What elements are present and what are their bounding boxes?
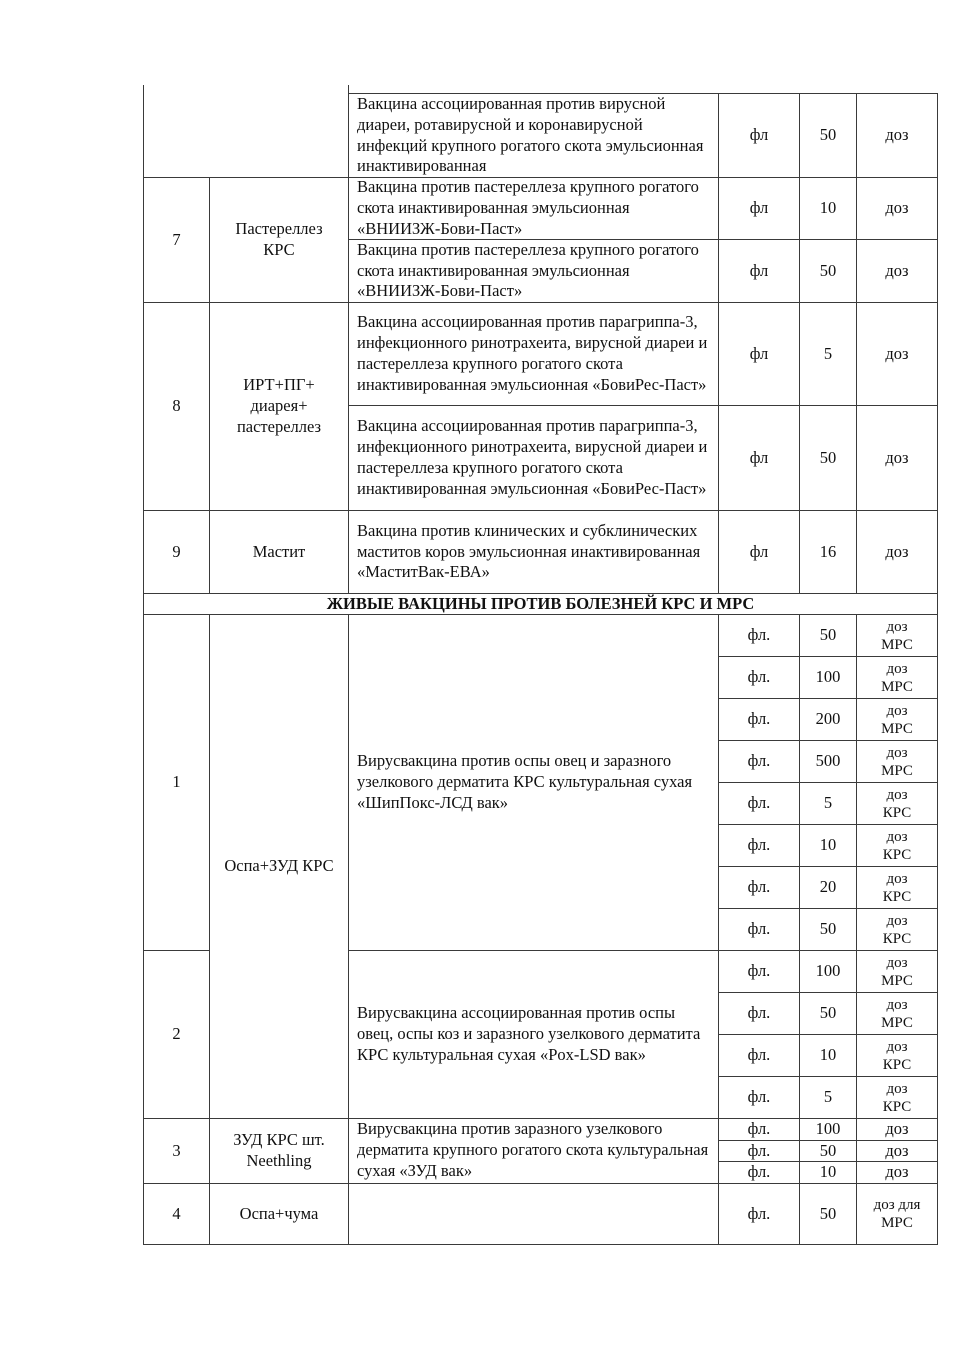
cell-dose <box>856 782 938 825</box>
dose-text: доз <box>885 541 909 561</box>
row-number: 3 <box>172 1140 181 1160</box>
unit-text: фл. <box>747 751 771 771</box>
cell-qty <box>799 510 857 594</box>
cell-unit <box>718 908 800 951</box>
unit-text: фл. <box>747 1045 771 1065</box>
unit-text: фл. <box>747 625 771 645</box>
cell-qty <box>799 1140 857 1163</box>
dose-text: доз МРС <box>881 954 913 989</box>
cell-dose <box>856 866 938 909</box>
cell-qty <box>799 1076 857 1119</box>
cell-unit <box>718 782 800 825</box>
cell-num-8 <box>143 302 210 511</box>
unit-text: фл. <box>747 1003 771 1023</box>
cell-vaccine <box>348 950 719 1119</box>
qty-text: 50 <box>819 125 837 145</box>
cell-unit <box>718 239 800 303</box>
cell-qty <box>799 740 857 783</box>
qty-text: 50 <box>819 919 837 939</box>
dose-text: доз <box>885 447 909 467</box>
unit-text: фл <box>749 447 769 467</box>
vaccine-name: Вакцина ассоциированная против вирусной диареи, ротавирусной и коронавирусной инфекций крупного рогатого скота эмульсионная инактивированная <box>357 93 704 176</box>
dose-text: доз <box>885 343 909 363</box>
cell-dose <box>856 1034 938 1077</box>
cell-vaccine <box>348 614 719 951</box>
dose-text: доз МРС <box>881 660 913 695</box>
dose-text: доз <box>885 1162 909 1182</box>
unit-text: фл <box>749 343 769 363</box>
cell-qty <box>799 992 857 1035</box>
cell-unit <box>718 1076 800 1119</box>
qty-text: 5 <box>823 793 833 813</box>
vaccine-name: Вирусвакцина против заразного узелкового дерматита крупного рогатого скота культуральная сухая «ЗУД вак» <box>357 1119 709 1180</box>
cell-dose <box>856 405 938 511</box>
qty-text: 50 <box>819 447 837 467</box>
cell-dose <box>856 698 938 741</box>
cell-dose <box>856 1076 938 1119</box>
unit-text: фл. <box>747 919 771 939</box>
disease-name: Мастит <box>252 541 306 561</box>
qty-text: 50 <box>819 625 837 645</box>
dose-text: доз для МРС <box>873 1197 921 1231</box>
cell-unit <box>718 950 800 993</box>
cell-num-live-4 <box>143 1183 210 1245</box>
qty-text: 10 <box>819 1045 837 1065</box>
cell-unit <box>718 1118 800 1141</box>
cell-vaccine <box>348 302 719 406</box>
cell-unit <box>718 1161 800 1184</box>
cell-num-7 <box>143 177 210 303</box>
unit-text: фл. <box>747 667 771 687</box>
unit-text: фл <box>749 541 769 561</box>
cell-num-live-2 <box>143 950 210 1119</box>
qty-text: 50 <box>819 1140 837 1160</box>
qty-text: 500 <box>815 751 841 771</box>
cell-qty <box>799 950 857 993</box>
qty-text: 10 <box>819 835 837 855</box>
cell-disease-8 <box>209 302 349 511</box>
unit-text: фл. <box>747 961 771 981</box>
cell-unit <box>718 93 800 178</box>
cell-disease-live-3 <box>209 1118 349 1184</box>
cell-disease-9 <box>209 510 349 594</box>
unit-text: фл. <box>747 1162 771 1182</box>
cell-unit <box>718 824 800 867</box>
dose-text: доз <box>885 1118 909 1138</box>
vaccine-name: Вакцина ассоциированная против парагриппа-3, инфекционного ринотрахеита, вирусной диареи и пастереллеза крупного рогатого скота инактивированная эмульсионная «БовиРес-Паст» <box>357 312 708 394</box>
row-number: 1 <box>172 772 181 792</box>
qty-text: 20 <box>819 877 837 897</box>
cell-dose <box>856 1118 938 1141</box>
dose-text: доз КРС <box>882 912 912 947</box>
cell-num-continued <box>143 85 210 178</box>
unit-text: фл. <box>747 835 771 855</box>
cell-unit <box>718 510 800 594</box>
cell-unit <box>718 302 800 406</box>
cell-vaccine <box>348 1118 719 1184</box>
cell-dose <box>856 510 938 594</box>
cell-qty <box>799 866 857 909</box>
cell-dose <box>856 824 938 867</box>
cell-qty <box>799 656 857 699</box>
qty-text: 50 <box>819 1203 837 1223</box>
qty-text: 100 <box>815 961 841 981</box>
cell-vaccine <box>348 1183 719 1245</box>
cell-qty <box>799 698 857 741</box>
cell-vaccine <box>348 405 719 511</box>
qty-text: 16 <box>819 541 837 561</box>
dose-text: доз МРС <box>881 996 913 1031</box>
vaccine-name: Вакцина против клинических и субклинических маститов коров эмульсионная инактивированная «МаститВак-ЕВА» <box>357 520 701 582</box>
cell-disease-live-4 <box>209 1183 349 1245</box>
cell-disease-live-group <box>209 614 349 1119</box>
qty-text: 5 <box>823 1087 833 1107</box>
cell-num-9 <box>143 510 210 594</box>
cell-qty <box>799 1183 857 1245</box>
cell-qty <box>799 1161 857 1184</box>
qty-text: 200 <box>815 709 841 729</box>
cell-dose <box>856 614 938 657</box>
vaccine-name: Вирусвакцина против оспы овец и заразного узелкового дерматита КРС культуральная сухая «ШипПокс-ЛСД вак» <box>357 751 693 812</box>
disease-name: Оспа+ЗУД КРС <box>224 856 334 876</box>
cell-vaccine <box>348 93 719 178</box>
dose-text: доз КРС <box>882 870 912 905</box>
cell-dose <box>856 992 938 1035</box>
cell-dose <box>856 93 938 178</box>
unit-text: фл. <box>747 877 771 897</box>
cell-unit <box>718 1183 800 1245</box>
section-heading-text: ЖИВЫЕ ВАКЦИНЫ ПРОТИВ БОЛЕЗНЕЙ КРС И МРС <box>326 593 755 613</box>
unit-text: фл. <box>747 1140 771 1160</box>
cell-num-live-3 <box>143 1118 210 1184</box>
cell-dose <box>856 908 938 951</box>
cell-dose <box>856 239 938 303</box>
cell-unit <box>718 698 800 741</box>
unit-text: фл. <box>747 1087 771 1107</box>
dose-text: доз <box>885 1140 909 1160</box>
cell-unit <box>718 866 800 909</box>
disease-name: Оспа+чума <box>239 1203 319 1223</box>
cell-vaccine <box>348 510 719 594</box>
vaccine-name: Вакцина против пастереллеза крупного рогатого скота инактивированная эмульсионная «ВНИИЗЖ-Бови-Паст» <box>357 239 699 301</box>
cell-qty <box>799 405 857 511</box>
dose-text: доз МРС <box>881 702 913 737</box>
row-number: 9 <box>172 541 181 561</box>
unit-text: фл <box>749 125 769 145</box>
cell-unit <box>718 740 800 783</box>
dose-text: доз КРС <box>882 1038 912 1073</box>
disease-name: ИРТ+ПГ+ диарея+ пастереллез <box>236 375 322 436</box>
cell-unit <box>718 1140 800 1163</box>
unit-text: фл. <box>747 793 771 813</box>
cell-disease-7 <box>209 177 349 303</box>
disease-name: ЗУД КРС шт. Neethling <box>233 1130 325 1170</box>
unit-text: фл. <box>747 1203 771 1223</box>
cell-disease-continued <box>209 85 349 178</box>
cell-dose <box>856 656 938 699</box>
cell-unit <box>718 177 800 240</box>
dose-text: доз <box>885 198 909 218</box>
cell-unit <box>718 656 800 699</box>
vaccine-name: Вирусвакцина ассоциированная против оспы овец, оспы коз и заразного узелкового дерматита КРС культуральная сухая «Pox-LSD вак» <box>357 1003 701 1064</box>
cell-dose <box>856 1140 938 1163</box>
cell-unit <box>718 405 800 511</box>
vaccine-name: Вакцина против пастереллеза крупного рогатого скота инактивированная эмульсионная «ВНИИЗЖ-Бови-Паст» <box>357 177 699 238</box>
row-number: 2 <box>172 1024 181 1044</box>
cell-unit <box>718 1034 800 1077</box>
dose-text: доз КРС <box>882 1080 912 1115</box>
unit-text: фл <box>749 198 769 218</box>
qty-text: 5 <box>823 343 833 363</box>
cell-unit <box>718 992 800 1035</box>
cell-dose <box>856 302 938 406</box>
cell-qty <box>799 1034 857 1077</box>
cell-qty <box>799 177 857 240</box>
unit-text: фл. <box>747 709 771 729</box>
cell-dose <box>856 740 938 783</box>
qty-text: 100 <box>815 1118 841 1138</box>
section-heading <box>143 593 938 615</box>
row-number: 8 <box>172 396 181 416</box>
qty-text: 50 <box>819 260 837 280</box>
unit-text: фл <box>749 260 769 280</box>
qty-text: 100 <box>815 667 841 687</box>
cell-dose <box>856 177 938 240</box>
dose-text: доз <box>885 260 909 280</box>
dose-text: доз <box>885 125 909 145</box>
dose-text: доз МРС <box>881 618 913 653</box>
cell-qty <box>799 908 857 951</box>
cell-qty <box>799 302 857 406</box>
dose-text: доз КРС <box>882 786 912 821</box>
cell-qty <box>799 782 857 825</box>
cell-qty <box>799 239 857 303</box>
disease-name: Пастереллез КРС <box>235 219 323 259</box>
vaccine-name: Вакцина ассоциированная против парагриппа-3, инфекционного ринотрахеита, вирусной диареи и пастереллеза крупного рогатого скота инактивированная эмульсионная «БовиРес-Паст» <box>357 416 708 498</box>
qty-text: 10 <box>819 198 837 218</box>
dose-text: доз МРС <box>881 744 913 779</box>
cell-qty <box>799 614 857 657</box>
qty-text: 50 <box>819 1003 837 1023</box>
cell-vaccine <box>348 239 719 303</box>
qty-text: 10 <box>819 1162 837 1182</box>
row-number: 7 <box>172 229 181 249</box>
cell-qty <box>799 1118 857 1141</box>
cell-vaccine <box>348 177 719 240</box>
cell-unit <box>718 614 800 657</box>
cell-num-live-1 <box>143 614 210 951</box>
dose-text: доз КРС <box>882 828 912 863</box>
cell-dose <box>856 1161 938 1184</box>
cell-qty <box>799 824 857 867</box>
cell-qty <box>799 93 857 178</box>
unit-text: фл. <box>747 1118 771 1138</box>
cell-dose <box>856 1183 938 1245</box>
row-number: 4 <box>172 1203 181 1223</box>
cell-dose <box>856 950 938 993</box>
